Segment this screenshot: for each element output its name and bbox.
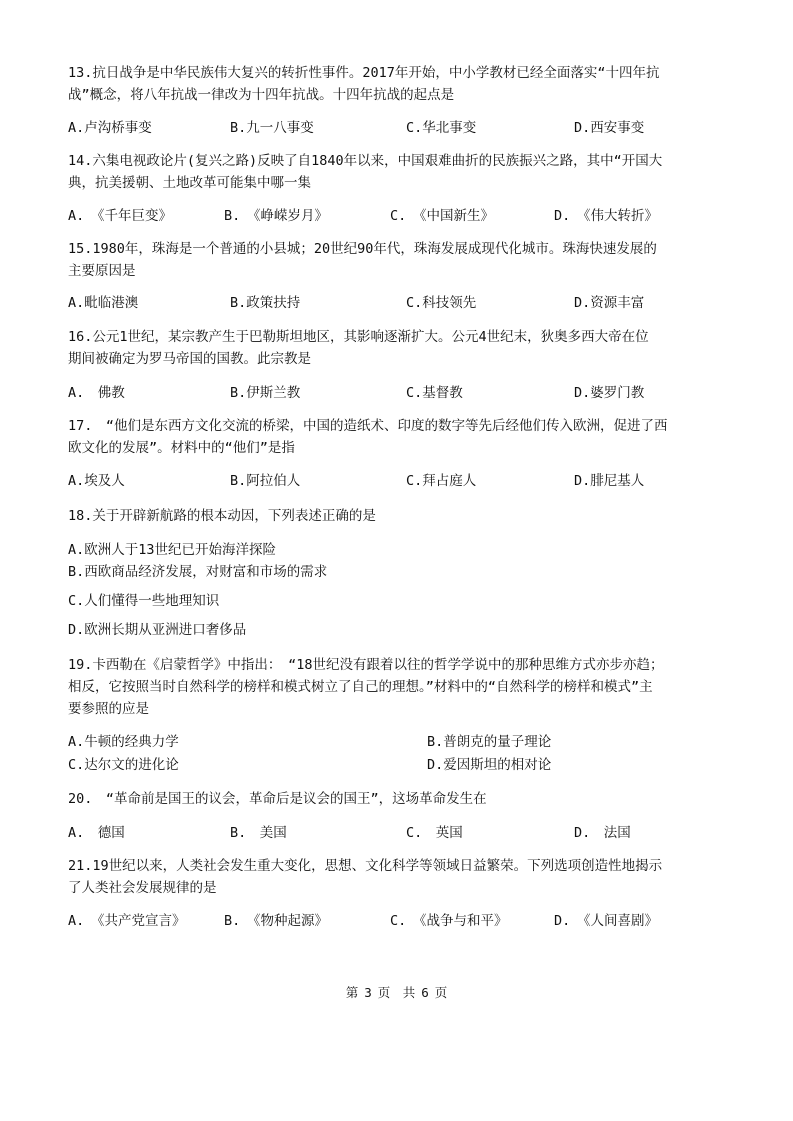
- question-line: 20. “革命前是国王的议会，革命后是议会的国王”，这场革命发生在: [68, 791, 487, 807]
- question-line: 18.关于开辟新航路的根本动因，下列表述正确的是: [68, 508, 376, 524]
- question-20-options: [68, 822, 728, 844]
- question-15-options: [68, 292, 728, 314]
- option-d: D.腓尼基人: [574, 473, 645, 489]
- option-d: D.婆罗门教: [574, 385, 645, 401]
- question-line: 16.公元1世纪，某宗教产生于巴勒斯坦地区，其影响逐渐扩大。公元4世纪末，狄奥多西大帝在位: [68, 329, 649, 345]
- question-line: 15.1980年，珠海是一个普通的小县城；20世纪90年代，珠海发展成现代化城市。珠海快速发展的: [68, 241, 657, 257]
- option-a: A. 《千年巨变》: [68, 208, 173, 224]
- option-d: D.欧洲长期从亚洲进口奢侈品: [68, 622, 247, 638]
- option-b: B.阿拉伯人: [230, 473, 301, 489]
- option-c: C.达尔文的进化论: [68, 757, 179, 773]
- question-21-options: [68, 910, 728, 932]
- question-17-text: [68, 415, 728, 459]
- question-line: 13.抗日战争是中华民族伟大复兴的转折性事件。2017年开始，中小学教材已经全面落实“十四年抗: [68, 65, 660, 81]
- option-d: D. 《伟大转折》: [554, 208, 659, 224]
- option-a: A. 德国: [68, 825, 125, 841]
- question-line: 期间被确定为罗马帝国的国教。此宗教是: [68, 351, 311, 367]
- option-a: A.卢沟桥事变: [68, 120, 152, 136]
- question-line: 相反，它按照当时自然科学的榜样和模式树立了自己的理想。”材料中的“自然科学的榜样和模式”主: [68, 679, 653, 695]
- option-b: B.政策扶持: [230, 295, 301, 311]
- option-c: C.拜占庭人: [406, 473, 477, 489]
- question-19-text: [68, 654, 728, 720]
- question-15-text: [68, 238, 728, 282]
- option-d: D.资源丰富: [574, 295, 645, 311]
- footer-prefix: 第: [345, 985, 359, 1000]
- option-a: A.毗临港澳: [68, 295, 139, 311]
- option-b: B.西欧商品经济发展，对财富和市场的需求: [68, 564, 328, 580]
- question-14-text: [68, 150, 728, 194]
- option-b: B.伊斯兰教: [230, 385, 301, 401]
- question-16-text: [68, 326, 728, 370]
- question-20-text: [68, 788, 728, 810]
- question-16-options: [68, 382, 728, 404]
- option-a: A.牛顿的经典力学: [68, 734, 179, 750]
- option-b: B. 《物种起源》: [224, 913, 329, 929]
- question-14-options: [68, 205, 728, 227]
- option-c: C.华北事变: [406, 120, 477, 136]
- option-b: B.普朗克的量子理论: [427, 734, 552, 750]
- option-c: C. 《战争与和平》: [390, 913, 508, 929]
- question-line: 17. “他们是东西方文化交流的桥梁，中国的造纸术、印度的数字等先后经他们传入欧洲，促进了西: [68, 418, 668, 434]
- option-c: C.科技领先: [406, 295, 477, 311]
- footer-total-pages: 6: [421, 985, 429, 1000]
- question-line: 21.19世纪以来，人类社会发生重大变化，思想、文化科学等领域日益繁荣。下列选项创造性地揭示: [68, 858, 663, 874]
- question-line: 19.卡西勒在《启蒙哲学》中指出： “18世纪没有跟着以往的哲学学说中的那种思维方式亦步亦趋；: [68, 657, 664, 673]
- option-c: C. 英国: [406, 825, 463, 841]
- question-line: 战”概念，将八年抗战一律改为十四年抗战。十四年抗战的起点是: [68, 87, 455, 103]
- question-line: 典，抗美援朝、土地改革可能集中哪一集: [68, 175, 311, 191]
- option-c: C.基督教: [406, 385, 463, 401]
- question-line: 主要原因是: [68, 263, 136, 279]
- option-c: C. 《中国新生》: [390, 208, 495, 224]
- option-b: B.九一八事变: [230, 120, 314, 136]
- option-d: D.西安事变: [574, 120, 645, 136]
- footer-suffix: 页: [434, 985, 448, 1000]
- option-a: A.埃及人: [68, 473, 125, 489]
- option-d: D. 法国: [574, 825, 631, 841]
- option-d: D. 《人间喜剧》: [554, 913, 659, 929]
- question-line: 了人类社会发展规律的是: [68, 880, 217, 896]
- question-line: 要参照的应是: [68, 701, 149, 717]
- question-13-text: [68, 62, 728, 106]
- question-19-options-row-1: [68, 731, 728, 753]
- question-21-text: [68, 855, 728, 899]
- question-13-options: [68, 117, 728, 139]
- page-number-footer: [0, 983, 793, 1001]
- question-18-text: [68, 505, 728, 527]
- option-a: A. 佛教: [68, 385, 125, 401]
- footer-middle: 页 共: [377, 985, 416, 1000]
- question-line: 14.六集电视政论片(复兴之路)反映了自1840年以来，中国艰难曲折的民族振兴之路，其中“开国大: [68, 153, 663, 169]
- option-b: B. 美国: [230, 825, 287, 841]
- option-c: C.人们懂得一些地理知识: [68, 593, 220, 609]
- option-a: A.欧洲人于13世纪已开始海洋探险: [68, 542, 277, 558]
- option-d: D.爱因斯坦的相对论: [427, 757, 552, 773]
- footer-current-page: 3: [364, 985, 372, 1000]
- question-19-options-row-2: [68, 754, 728, 776]
- option-a: A. 《共产党宣言》: [68, 913, 186, 929]
- option-b: B. 《峥嵘岁月》: [224, 208, 329, 224]
- question-17-options: [68, 470, 728, 492]
- question-line: 欧文化的发展”。材料中的“他们”是指: [68, 440, 295, 456]
